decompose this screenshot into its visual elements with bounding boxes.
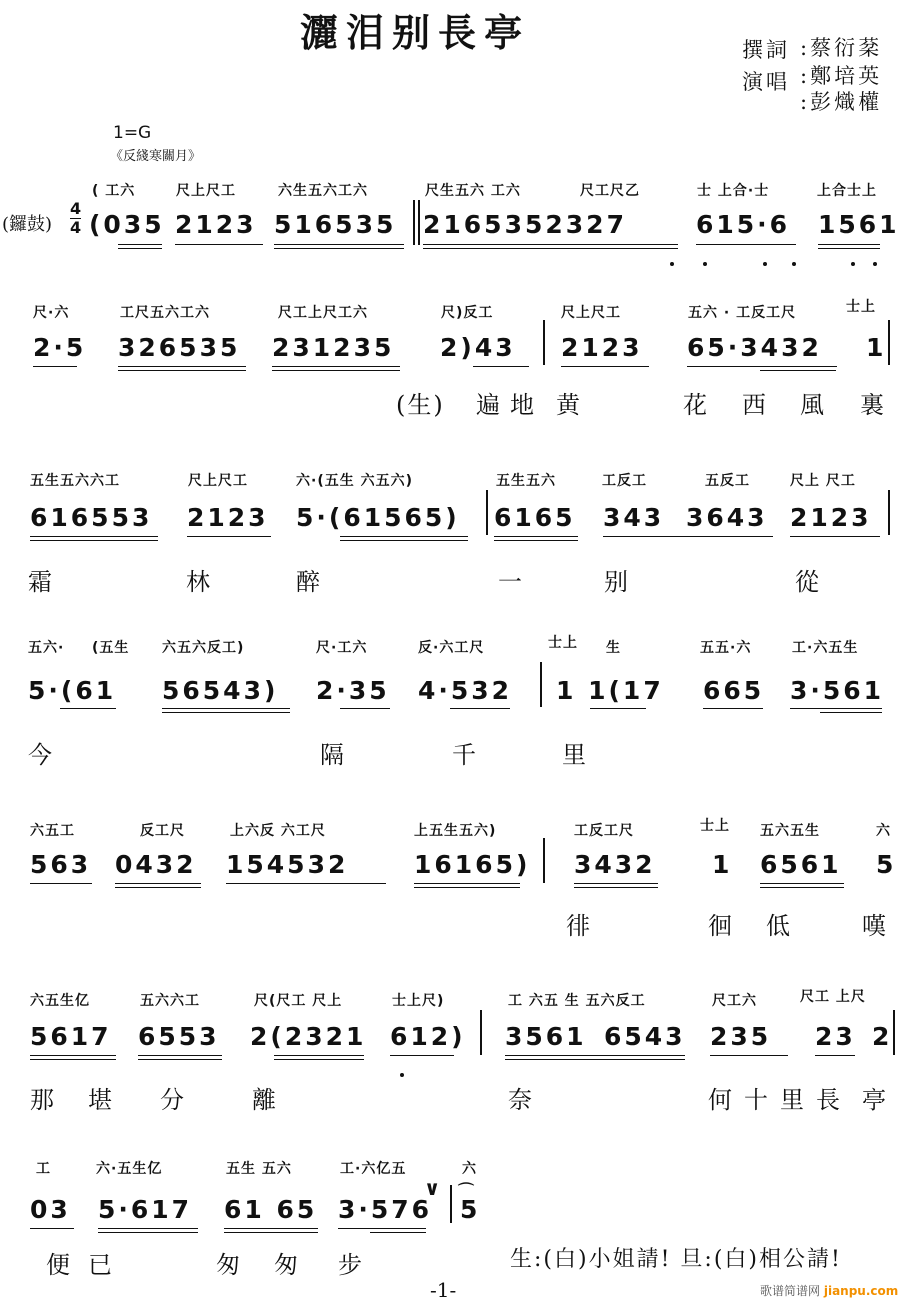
notes: 6165 — [494, 503, 576, 532]
lyric: 里 — [562, 741, 588, 769]
underline — [505, 1055, 685, 1056]
gongche: 士上 — [548, 635, 578, 651]
lyric: 徊 — [708, 912, 734, 940]
barline — [540, 662, 542, 707]
gongche: 尺上尺工 — [176, 183, 236, 199]
lyric: 霜 — [28, 568, 54, 596]
underline — [226, 883, 386, 884]
underline — [790, 536, 880, 537]
gongche: 五六· — [28, 640, 65, 656]
underline — [33, 366, 77, 367]
lyric: 醉 — [296, 568, 322, 596]
lyric: 黄 — [556, 391, 582, 419]
underline — [815, 1055, 855, 1056]
lyric: 便 — [46, 1251, 72, 1279]
underline — [414, 883, 520, 884]
page-title: 灑泪别長亭 — [300, 10, 531, 55]
underline — [423, 248, 678, 249]
notes: 326535 — [118, 333, 241, 362]
gongche: 尺上尺工 — [188, 473, 248, 489]
barline — [450, 1185, 452, 1223]
notes: 3561 — [505, 1022, 587, 1051]
underline — [138, 1055, 222, 1056]
gongche: 五生五六 — [496, 473, 556, 489]
underline — [603, 536, 773, 537]
underline — [115, 883, 201, 884]
underline — [175, 244, 263, 245]
underline — [274, 1055, 364, 1056]
underline — [760, 887, 844, 888]
gongche: 尺(尺工 尺上 — [254, 993, 343, 1009]
underline — [494, 540, 578, 541]
low-octave-dot — [851, 262, 855, 266]
gongche: 六生五六工六 — [278, 183, 368, 199]
underline — [370, 1232, 426, 1233]
notes: 563 — [30, 850, 92, 879]
underline — [274, 244, 404, 245]
gongche: 反工尺 — [140, 823, 185, 839]
underline — [118, 366, 246, 367]
notes: 2·35 — [316, 676, 390, 705]
barline — [888, 320, 890, 365]
notes: 231235 — [272, 333, 395, 362]
notes: 2123 — [561, 333, 643, 362]
notes: 3643 — [686, 503, 768, 532]
notes: 6543 — [604, 1022, 686, 1051]
lyric: 長 — [816, 1086, 842, 1114]
lyricist-label: 撰詞 — [742, 38, 790, 62]
lyric: 十 — [744, 1086, 770, 1114]
notes: 5·617 — [98, 1195, 193, 1224]
lyric: 花 — [683, 391, 709, 419]
underline — [30, 883, 92, 884]
notes: 615·6 — [696, 210, 791, 239]
underline — [118, 244, 162, 245]
notes: 2 — [872, 1022, 893, 1051]
notes: 16165) — [414, 850, 531, 879]
lyric: 嘆 — [862, 912, 888, 940]
notes: 1 1(17 — [556, 676, 664, 705]
underline — [30, 536, 158, 537]
barline — [413, 200, 415, 245]
lyric: 今 — [28, 741, 54, 769]
barline — [888, 490, 890, 535]
notes: 235 — [710, 1022, 772, 1051]
notes: 612) — [390, 1022, 466, 1051]
underline — [696, 244, 796, 245]
underline — [450, 708, 510, 709]
notes: 5·(61 — [28, 676, 117, 705]
low-octave-dot — [763, 262, 767, 266]
gongche: 六五生亿 — [30, 993, 90, 1009]
notes: 6561 — [760, 850, 842, 879]
notes: 03 — [30, 1195, 71, 1224]
underline — [272, 370, 400, 371]
notes: 21653 — [423, 210, 525, 239]
notes: 52327 — [525, 210, 627, 239]
gongche: (五生 — [92, 640, 130, 656]
lyric: 里 — [780, 1086, 806, 1114]
notes: 1561 — [818, 210, 900, 239]
gongche: 工尺五六工六 — [120, 305, 210, 321]
notes: 0432 — [115, 850, 197, 879]
lyricist-name: :蔡衍棻 — [800, 36, 883, 60]
low-octave-dot — [792, 262, 796, 266]
underline — [390, 1055, 454, 1056]
notes: 2)43 — [440, 333, 516, 362]
gongche: 五六 · 工反工尺 — [688, 305, 797, 321]
gongche: 六 — [876, 823, 891, 839]
notes: 5·(61565) — [296, 503, 460, 532]
gongche: 工反工尺 — [574, 823, 634, 839]
gongche: 五六六工 — [140, 993, 200, 1009]
gongche: 上合士上 — [817, 183, 877, 199]
lyric: 那 — [30, 1086, 56, 1114]
gongche: 尺·六 — [33, 305, 70, 321]
page-number: -1- — [430, 1278, 457, 1302]
notes: 2123 — [175, 210, 257, 239]
low-octave-dot — [670, 262, 674, 266]
gongche: 五五·六 — [700, 640, 752, 656]
lyric: 何 — [708, 1086, 734, 1114]
underline — [162, 708, 290, 709]
notes: 154532 — [226, 850, 349, 879]
gongche: 五生五六六工 — [30, 473, 120, 489]
underline — [760, 883, 844, 884]
notes: 5 — [460, 1195, 481, 1224]
notes: 2123 — [187, 503, 269, 532]
notes: 23 — [815, 1022, 856, 1051]
underline — [574, 883, 658, 884]
lyric: 奈 — [508, 1086, 534, 1114]
notes: 4·532 — [418, 676, 513, 705]
gongche: 生 — [606, 640, 621, 656]
percussion-prefix: (鑼鼓) — [2, 214, 53, 235]
underline — [274, 248, 404, 249]
gongche: 五六五生 — [760, 823, 820, 839]
lyric: 已 — [88, 1251, 114, 1279]
singer-name-2: :彭熾權 — [800, 90, 883, 114]
underline — [272, 366, 400, 367]
underline — [574, 887, 658, 888]
watermark-text: 歌谱简谱网 — [760, 1284, 821, 1298]
gongche: 尺工上尺工六 — [278, 305, 368, 321]
underline — [820, 712, 882, 713]
underline — [423, 244, 678, 245]
lyric: 别 — [604, 568, 630, 596]
lyric: 千 — [452, 741, 478, 769]
underline — [30, 1055, 116, 1056]
lyric: 離 — [252, 1086, 278, 1114]
gongche: 尺工六 — [712, 993, 757, 1009]
lyric: 匆 — [216, 1251, 242, 1279]
underline — [30, 540, 158, 541]
lyric: 亭 — [862, 1086, 888, 1114]
watermark-site: jianpu.com — [823, 1284, 899, 1298]
notes: 3432 — [574, 850, 656, 879]
barline — [543, 838, 545, 883]
underline — [98, 1228, 198, 1229]
gongche: 工·六亿五 — [340, 1161, 407, 1177]
lyric: 堪 — [88, 1086, 114, 1114]
gongche: 上六反 六工尺 — [230, 823, 326, 839]
lyric: 風 — [800, 391, 826, 419]
lyric: 步 — [338, 1251, 364, 1279]
tune-name: 《反綫寒關月》 — [110, 149, 202, 164]
gongche: 工·六五生 — [792, 640, 859, 656]
gongche: 尺)反工 — [441, 305, 494, 321]
gongche: 尺上尺工 — [561, 305, 621, 321]
gongche: 工 — [36, 1161, 51, 1177]
underline — [224, 1232, 318, 1233]
underline — [340, 536, 468, 537]
gongche: 尺·工六 — [316, 640, 368, 656]
underline — [30, 1228, 74, 1229]
underline — [494, 536, 578, 537]
underline — [414, 887, 520, 888]
gongche: 士 上合·士 — [697, 183, 770, 199]
lyric: 地 — [510, 391, 536, 419]
lyric: 徘 — [566, 912, 592, 940]
watermark — [760, 1282, 898, 1299]
time-sig-top: 4 — [70, 199, 82, 218]
lyric: 裏 — [860, 391, 886, 419]
underline — [338, 1228, 426, 1229]
key-signature: 1=G — [113, 123, 152, 143]
lyric: 一 — [498, 568, 524, 596]
notes: 2123 — [790, 503, 872, 532]
notes: (035 — [89, 210, 165, 239]
breath-mark: ∨ — [424, 1176, 441, 1200]
underline — [224, 1228, 318, 1229]
gongche: 五反工 — [705, 473, 750, 489]
underline — [138, 1059, 222, 1060]
underline — [162, 712, 290, 713]
underline — [30, 1059, 116, 1060]
gongche: 五生 五六 — [226, 1161, 292, 1177]
gongche: 士上 — [846, 299, 876, 315]
notes: 1 — [712, 850, 733, 879]
lyric: 分 — [160, 1086, 186, 1114]
notes: 516535 — [274, 210, 397, 239]
notes: 5 — [876, 850, 897, 879]
underline — [590, 708, 646, 709]
underline — [118, 370, 246, 371]
underline — [760, 370, 836, 371]
notes: 2·5 — [33, 333, 87, 362]
notes: 61 65 — [224, 1195, 318, 1224]
underline — [340, 708, 390, 709]
notes: 343 — [603, 503, 665, 532]
underline — [703, 708, 763, 709]
lyric: 遍 — [476, 391, 502, 419]
gongche: 士上 — [700, 818, 730, 834]
underline — [60, 708, 116, 709]
singer-label: 演唱 — [742, 70, 790, 94]
gongche: 六 — [462, 1161, 477, 1177]
gongche: 尺生五六 工六 — [425, 183, 521, 199]
notes: 56543) — [162, 676, 279, 705]
lyric: 隔 — [320, 741, 346, 769]
time-signature — [70, 200, 81, 237]
underline — [687, 366, 837, 367]
gongche: 尺工 上尺 — [800, 989, 866, 1005]
notes: 6553 — [138, 1022, 220, 1051]
underline — [505, 1059, 685, 1060]
notes: 3·561 — [790, 676, 885, 705]
gongche: 尺上 尺工 — [790, 473, 856, 489]
fermata: ⌒ — [458, 1181, 475, 1200]
notes: 3·576 — [338, 1195, 433, 1224]
barline — [486, 490, 488, 535]
gongche: 六五六反工) — [162, 640, 245, 656]
lyric: 匆 — [274, 1251, 300, 1279]
underline — [98, 1232, 198, 1233]
low-octave-dot — [873, 262, 877, 266]
notes: 5617 — [30, 1022, 112, 1051]
underline — [473, 366, 529, 367]
gongche: 六五工 — [30, 823, 75, 839]
gongche: 工反工 — [602, 473, 647, 489]
underline — [818, 248, 880, 249]
barline — [893, 1010, 895, 1055]
underline — [710, 1055, 788, 1056]
underline — [187, 536, 271, 537]
barline — [418, 200, 420, 245]
low-octave-dot — [400, 1073, 404, 1077]
singer-name-1: :鄭培英 — [800, 64, 883, 88]
underline — [790, 708, 882, 709]
notes: 2(2321 — [250, 1022, 367, 1051]
gongche: 六·五生亿 — [96, 1161, 163, 1177]
low-octave-dot — [703, 262, 707, 266]
notes: 1 — [866, 333, 887, 362]
notes: 665 — [703, 676, 765, 705]
gongche: 六·(五生 六五六) — [296, 473, 413, 489]
underline — [274, 1059, 364, 1060]
gongche: 上五生五六) — [414, 823, 497, 839]
gongche: 反·六工尺 — [418, 640, 485, 656]
barline — [543, 320, 545, 365]
notes: 616553 — [30, 503, 153, 532]
gongche: 工 六五 生 五六反工 — [508, 993, 646, 1009]
lyric: 從 — [795, 568, 821, 596]
underline — [561, 366, 649, 367]
underline — [118, 248, 162, 249]
underline — [340, 540, 468, 541]
time-sig-bottom: 4 — [70, 218, 82, 237]
underline — [115, 887, 201, 888]
gongche: 尺工尺乙 — [580, 183, 640, 199]
gongche: ( 工六 — [92, 183, 136, 199]
barline — [480, 1010, 482, 1055]
notes: 65·3432 — [687, 333, 822, 362]
lyric: 低 — [766, 912, 792, 940]
gongche: 士上尺) — [392, 993, 445, 1009]
underline — [818, 244, 880, 245]
lyric-role: (生) — [396, 391, 445, 419]
spoken-dialogue: 生:(白)小姐請! 旦:(白)相公請! — [510, 1247, 842, 1272]
lyric: 西 — [742, 391, 768, 419]
lyric: 林 — [186, 568, 212, 596]
